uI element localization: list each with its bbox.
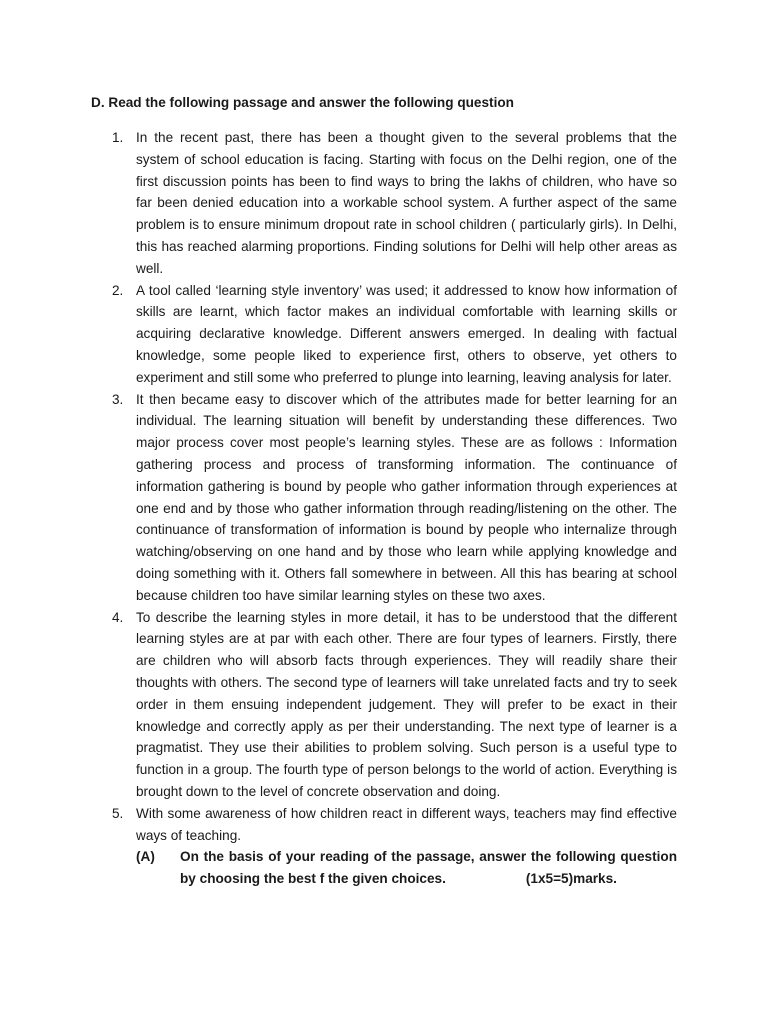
list-item-text: To describe the learning styles in more detail, it has to be understood that the different learning styles are at par with each other. There are four types of learners. Firstly, there are children who will absorb facts through experiences. They will readily share their thoughts with others. The second type of learners will take unrelated facts and try to seek order in them ensuing independent judgement. They will prefer to be exact in their knowledge and correctly apply as per their understanding. The next type of learner is a pragmatist. They use their abilities to problem solving. Such person is a useful type to function in a group. The fourth type of person belongs to the world of action. Everything is brought down to the level of concrete observation and doing. — [136, 609, 677, 799]
list-item-number: 2. — [112, 282, 124, 298]
subquestion-instruction: On the basis of your reading of the passage, answer the following question by choosing the best f the given choices. — [180, 849, 677, 887]
list-item-text: In the recent past, there has been a thought given to the several problems that the system of school education is facing. Starting with focus on the Delhi region, one of the first discussion points has been to find ways to bring the lakhs of children, who have so far been denied education into a workable school system. A further aspect of the same problem is to ensure minimum dropout rate in school children ( particularly girls). In Delhi, this has reached alarming proportions. Finding solutions for Delhi will help other areas as well. — [136, 130, 677, 276]
list-item — [0, 389, 768, 607]
list-item-number: 3. — [112, 391, 124, 407]
list-item — [0, 280, 768, 389]
list-item-text: It then became easy to discover which of the attributes made for better learning for an individual. The learning situation will benefit by understanding these differences. Two major process cover most people’s learning styles. These are as follows : Information gathering process and process of transforming information. The continuance of information gathering is bound by people who gather information through experiences at one end and by those who gather information through reading/listening on the other. The continuance of transformation of information is bound by people who internalize through watching/observing on one hand and by those who learn while applying knowledge and doing something with it. Others fall somewhere in between. All this has bearing at school because children too have similar learning styles on these two axes. — [136, 391, 677, 603]
subquestion — [0, 846, 768, 890]
list-item-number: 1. — [112, 130, 124, 145]
list-item — [0, 607, 768, 803]
passage-list — [0, 127, 768, 890]
list-item-number: 4. — [112, 609, 124, 625]
subquestion-marks: (1x5=5)marks. — [525, 871, 617, 887]
section-heading: D. Read the following passage and answer the following question — [91, 95, 514, 110]
list-item — [0, 803, 768, 847]
list-item-text: A tool called ‘learning style inventory’ was used; it addressed to know how information of skills are learnt, which factor makes an individual comfortable with learning skills or acquiring declarative knowledge. Different answers emerged. In dealing with factual knowledge, some people liked to experience first, others to observe, yet others to experiment and still some who preferred to plunge into learning, leaving analysis for later. — [136, 282, 677, 385]
subquestion-text — [180, 846, 677, 890]
list-item-number: 5. — [112, 805, 124, 821]
subquestion-label: (A) — [136, 849, 155, 865]
list-item — [0, 127, 768, 280]
list-item-text: With some awareness of how children react in different ways, teachers may find effective ways of teaching. — [136, 805, 677, 843]
